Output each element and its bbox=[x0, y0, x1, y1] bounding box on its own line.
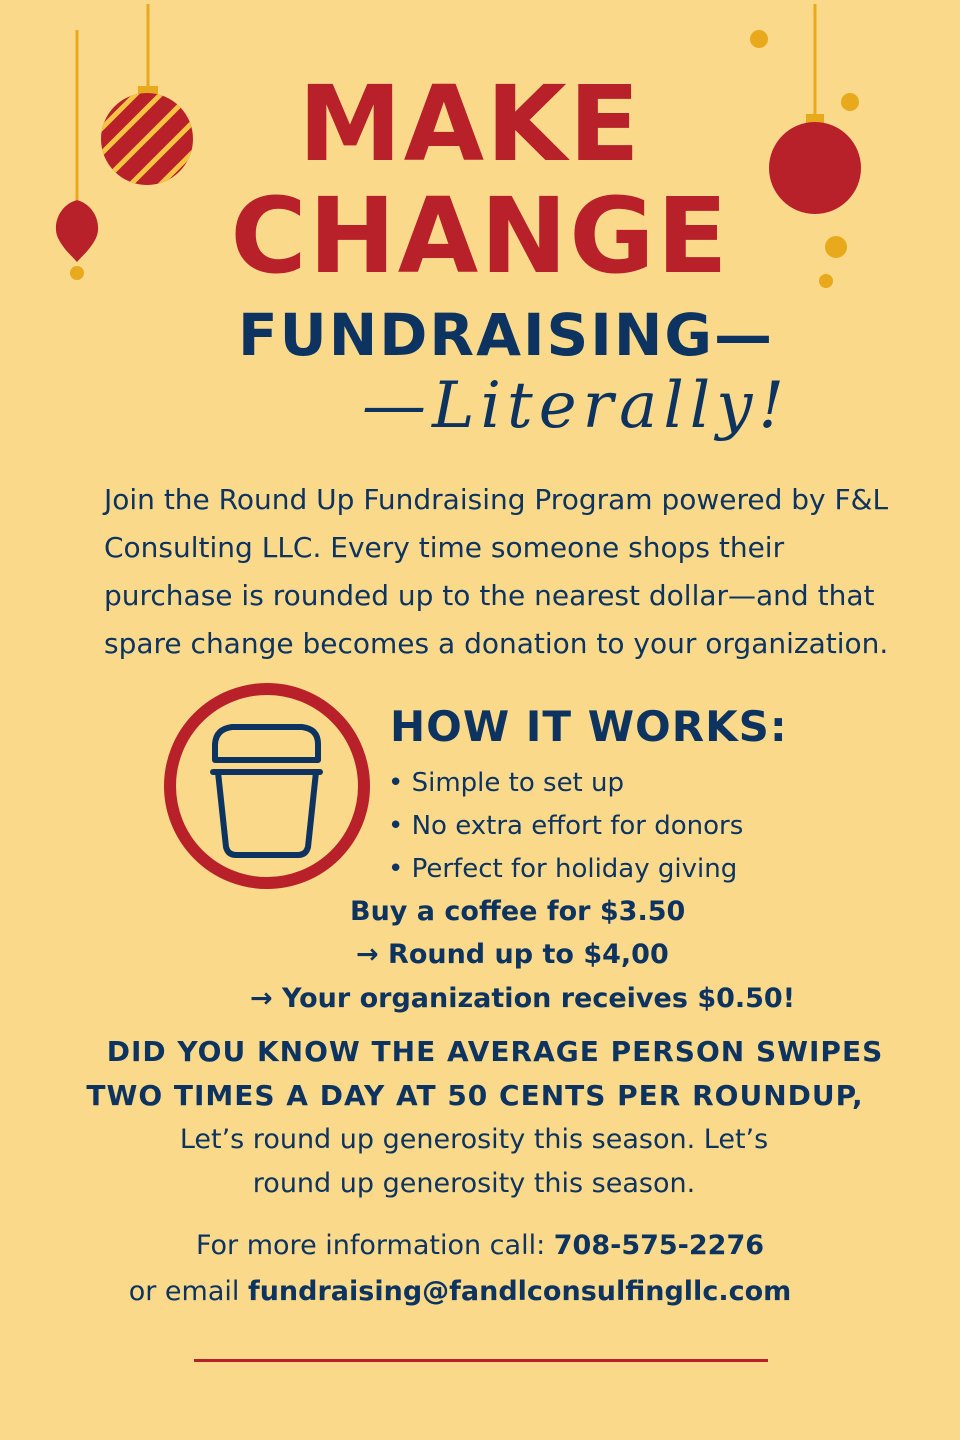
season-line-1: Let’s round up generosity this season. Let’s bbox=[179, 1124, 769, 1155]
season-line-2: round up generosity this season. bbox=[252, 1168, 696, 1199]
phone-link[interactable]: 708-575-2276 bbox=[553, 1230, 765, 1261]
how-it-works-heading: HOW IT WORKS: bbox=[390, 702, 788, 751]
headline-line-1: MAKE bbox=[298, 63, 642, 185]
subtitle-line-2: —Literally! bbox=[362, 369, 791, 443]
contact-phone-line bbox=[0, 1232, 960, 1259]
list-item: • No extra effort for donors bbox=[388, 805, 743, 848]
intro-paragraph: Join the Round Up Fundraising Program powered by F&L Consulting LLC. Every time someone shops their purchase is rounded up to the nearest dollar—and that spare change becomes a donation to your organization. bbox=[104, 483, 889, 660]
example-line-3: → Your organization receives $0.50! bbox=[250, 983, 796, 1014]
how-it-works-list bbox=[388, 762, 743, 891]
email-link[interactable]: fundraising@fandlconsulfingllc.com bbox=[247, 1276, 792, 1307]
did-you-know-line-1: DID YOU KNOW THE AVERAGE PERSON SWIPES bbox=[106, 1035, 884, 1068]
example-line-2: → Round up to $4,00 bbox=[356, 939, 669, 970]
example-line-1: Buy a coffee for $3.50 bbox=[350, 896, 686, 927]
did-you-know-line-2: TWO TIMES A DAY AT 50 CENTS PER ROUNDUP, bbox=[86, 1079, 864, 1112]
divider bbox=[194, 1359, 768, 1362]
headline-line-2: CHANGE bbox=[230, 175, 730, 297]
contact-email-line bbox=[0, 1278, 940, 1305]
list-item: • Simple to set up bbox=[388, 762, 743, 805]
call-label: For more information call: bbox=[195, 1230, 554, 1261]
subtitle-line-1: FUNDRAISING— bbox=[238, 301, 775, 369]
email-label: or email bbox=[128, 1276, 248, 1307]
coffee-cup-icon bbox=[170, 689, 364, 883]
list-item: • Perfect for holiday giving bbox=[388, 848, 743, 891]
